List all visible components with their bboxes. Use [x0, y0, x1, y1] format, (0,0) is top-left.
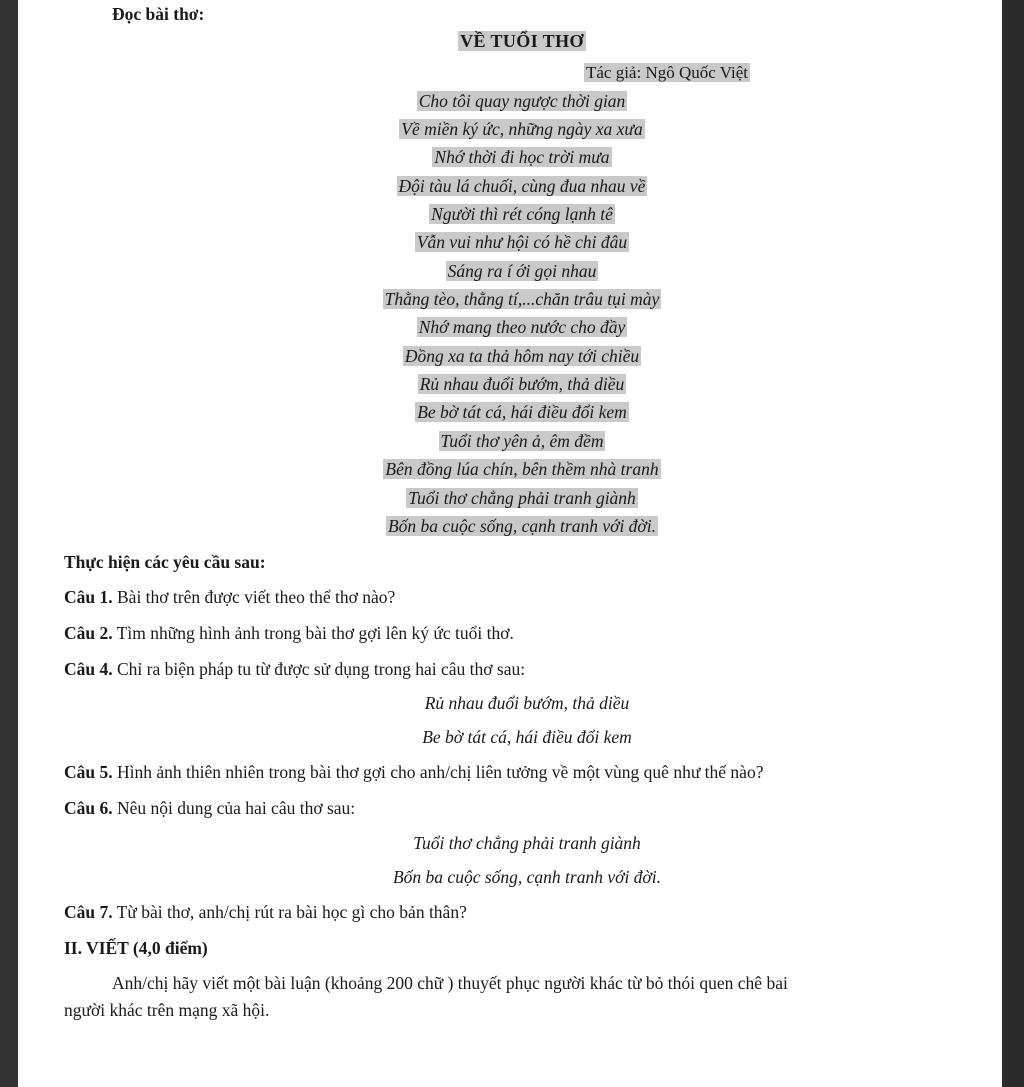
poem-line: Be bờ tát cá, hái điều đổi kem — [417, 402, 627, 423]
poem-title — [64, 27, 980, 56]
poem-block — [64, 27, 980, 540]
question-7 — [64, 901, 980, 924]
question-4-number: Câu 4. — [64, 658, 113, 679]
poem-line: Thằng tèo, thằng tí,...chăn trâu tụi mày — [384, 289, 660, 310]
question-5-number: Câu 5. — [64, 762, 113, 783]
poem-line: Cho tôi quay ngược thời gian — [418, 90, 626, 111]
poem-line: Tuổi thơ chẳng phải tranh giành — [408, 487, 636, 508]
question-1-number: Câu 1. — [64, 587, 113, 608]
poem-author-text: Tác giả: Ngô Quốc Việt — [585, 63, 748, 83]
question-7-text: Từ bài thơ, anh/chị rút ra bài học gì cho bản thân? — [112, 901, 467, 922]
poem-line: Về miền ký ức, những ngày xa xưa — [401, 119, 643, 140]
quote2-line-2: Bốn ba cuộc sống, cạnh tranh với đời. — [392, 866, 662, 887]
poem-line: Bốn ba cuộc sống, cạnh tranh với đời. — [387, 515, 657, 536]
question-5-text: Hình ảnh thiên nhiên trong bài thơ gợi cho anh/chị liên tưởng về một vùng quê như thế nào? — [112, 762, 764, 783]
question-2-text: Tìm những hình ảnh trong bài thơ gợi lên ký ức tuổi thơ. — [112, 622, 514, 643]
poem-line: Đội tàu lá chuối, cùng đua nhau về — [398, 175, 646, 196]
question-5 — [64, 761, 980, 784]
requirements-label: Thực hiện các yêu cầu sau: — [64, 552, 266, 573]
quote1-line-1: Rủ nhau đuổi bướm, thả diều — [424, 693, 630, 714]
question-6-number: Câu 6. — [64, 798, 113, 819]
poem-line: Rủ nhau đuổi bướm, thả diều — [419, 374, 625, 395]
poem-line: Bên đồng lúa chín, bên thềm nhà tranh — [385, 459, 659, 480]
poem-line: Tuổi thơ yên ả, êm đềm — [440, 430, 604, 451]
poem-author — [64, 58, 980, 87]
question-4-text: Chỉ ra biện pháp tu từ được sử dụng trong hai câu thơ sau: — [112, 658, 526, 679]
poem-title-text: VỀ TUỔI THƠ — [460, 31, 584, 51]
question-6 — [64, 797, 980, 820]
viet-paragraph-line-1: Anh/chị hãy viết một bài luận (khoảng 200 chữ ) thuyết phục người khác từ bỏ thói quen chê bai — [112, 972, 788, 993]
poem-line: Đồng xa ta thả hôm nay tới chiều — [404, 345, 640, 366]
viet-paragraph-line-2: người khác trên mạng xã hội. — [64, 1000, 270, 1021]
intro-label: Đọc bài thơ: — [112, 4, 205, 24]
question-6-text: Nêu nội dung của hai câu thơ sau: — [112, 798, 356, 819]
quote1-line-2: Be bờ tát cá, hái điều đổi kem — [422, 727, 632, 748]
poem-line: Sáng ra í ới gọi nhau — [447, 260, 597, 281]
right-margin-bar — [1002, 0, 1024, 1087]
question-2-number: Câu 2. — [64, 622, 113, 643]
poem-line: Nhớ mang theo nước cho đầy — [418, 317, 626, 338]
question-1 — [64, 586, 980, 609]
question-7-number: Câu 7. — [64, 901, 113, 922]
question-2 — [64, 622, 980, 645]
poem-line: Nhớ thời đi học trời mưa — [434, 147, 610, 168]
poem-line: Vẫn vui như hội có hề chi đâu — [416, 232, 628, 253]
viet-heading: II. VIẾT (4,0 điểm) — [64, 937, 208, 958]
question-1-text: Bài thơ trên được viết theo thể thơ nào? — [112, 587, 396, 608]
quote2-line-1: Tuổi thơ chẳng phải tranh giành — [413, 832, 641, 853]
left-margin-bar — [0, 0, 18, 1087]
poem-line: Người thì rét cóng lạnh tê — [431, 204, 613, 225]
question-4 — [64, 658, 980, 681]
document-page — [18, 0, 1002, 1087]
